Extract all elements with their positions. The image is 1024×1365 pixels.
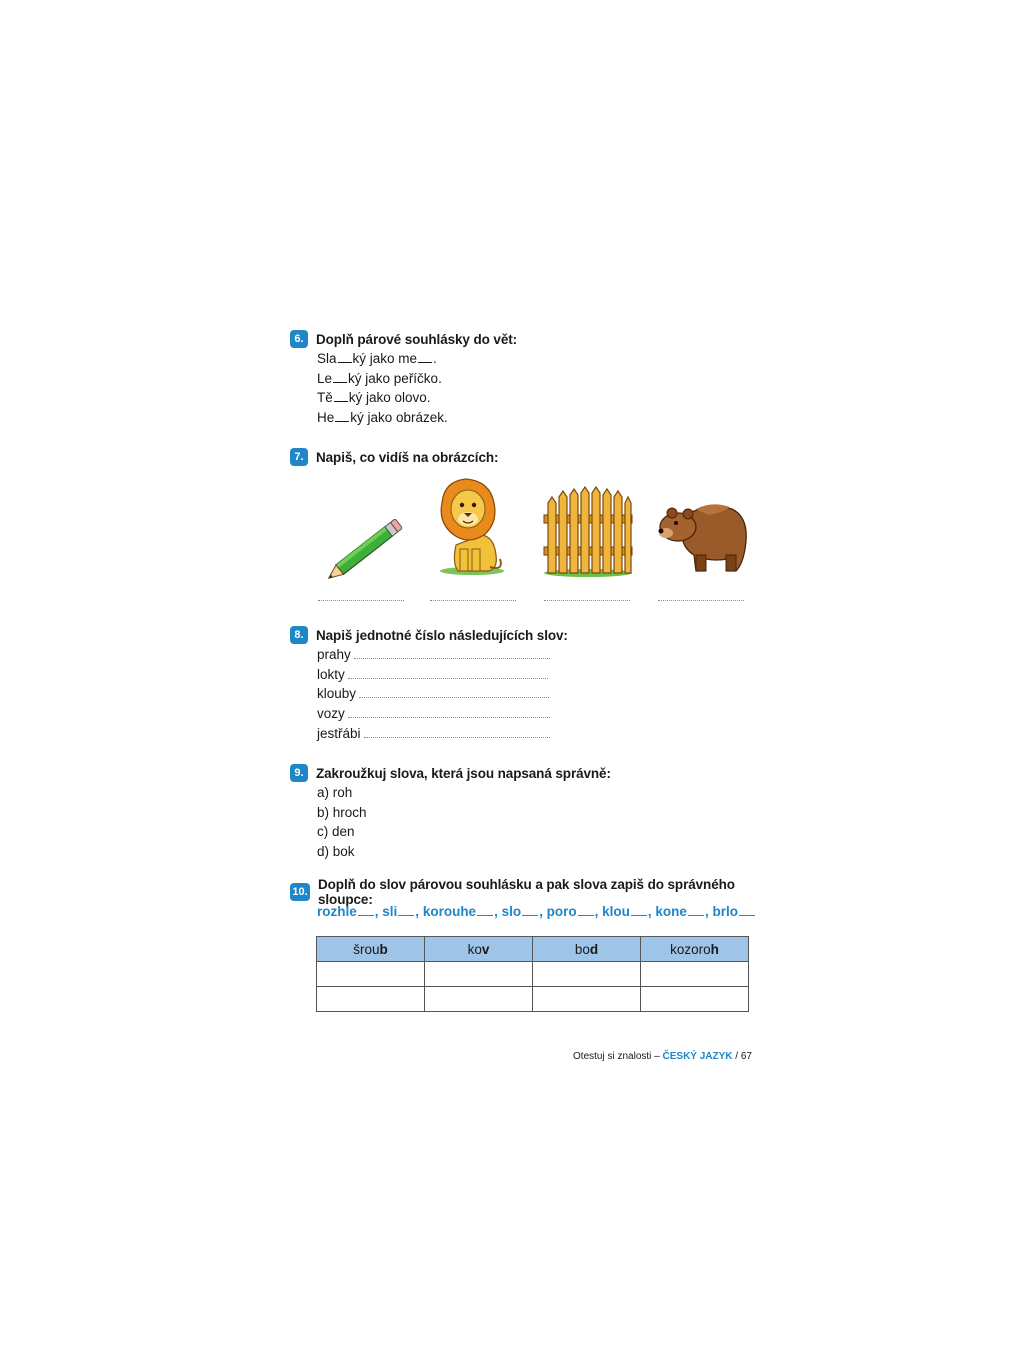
task-9 bbox=[290, 763, 770, 862]
picture-slot bbox=[542, 475, 630, 585]
fill-blank[interactable] bbox=[739, 904, 755, 916]
plural-word: vozy bbox=[317, 706, 345, 722]
sentence-line bbox=[317, 349, 770, 369]
fill-blank[interactable] bbox=[398, 904, 414, 916]
column-end-letter: h bbox=[710, 941, 719, 957]
answer-line[interactable] bbox=[318, 600, 404, 601]
word-stem: poro bbox=[546, 904, 577, 919]
sentence-part: ký jako me bbox=[352, 351, 418, 366]
word-stem: korouhe bbox=[422, 904, 477, 919]
fill-blank[interactable] bbox=[688, 904, 704, 916]
option-item[interactable] bbox=[317, 803, 770, 823]
sentence-part: ký jako obrázek. bbox=[350, 410, 448, 426]
column-header bbox=[641, 937, 749, 962]
column-header bbox=[533, 937, 641, 962]
column-header bbox=[425, 937, 533, 962]
sentence-part: ký jako olovo. bbox=[348, 390, 431, 406]
fill-blank[interactable] bbox=[358, 904, 374, 916]
option-letter: d) bbox=[317, 844, 330, 860]
word-line bbox=[317, 665, 770, 685]
task-instruction: Napiš jednotné číslo následujících slov: bbox=[316, 627, 568, 643]
answer-line[interactable] bbox=[348, 706, 550, 718]
fill-blank[interactable] bbox=[418, 351, 432, 363]
page-footer bbox=[540, 1051, 752, 1062]
word-line bbox=[317, 645, 770, 665]
plural-word: jestřábi bbox=[317, 725, 361, 741]
fill-blank[interactable] bbox=[477, 904, 493, 916]
answer-line[interactable] bbox=[430, 600, 516, 601]
fill-blank[interactable] bbox=[335, 410, 349, 422]
sentence-line bbox=[317, 408, 770, 428]
option-word: hroch bbox=[332, 804, 367, 820]
table-cell[interactable] bbox=[317, 962, 425, 987]
column-stem: šrou bbox=[353, 941, 380, 957]
task-8 bbox=[290, 625, 770, 743]
column-end-letter: d bbox=[589, 941, 599, 957]
sentence-part: Sla bbox=[317, 351, 337, 366]
table-row bbox=[317, 962, 749, 987]
task-instruction: Zakroužkuj slova, která jsou napsaná správně: bbox=[316, 765, 611, 781]
plural-word: lokty bbox=[317, 666, 345, 682]
sentence-line bbox=[317, 388, 770, 408]
column-stem: kozoro bbox=[670, 941, 711, 957]
plural-word: prahy bbox=[317, 647, 351, 662]
answer-line[interactable] bbox=[354, 647, 550, 659]
answer-line[interactable] bbox=[544, 600, 630, 601]
fence-icon bbox=[542, 475, 634, 585]
task-6 bbox=[290, 329, 770, 428]
answer-line[interactable] bbox=[658, 600, 744, 601]
sentence-part: . bbox=[433, 351, 437, 366]
picture-slot bbox=[316, 475, 404, 585]
word-stem: brlo bbox=[712, 904, 738, 919]
pencil-icon bbox=[316, 475, 404, 585]
fill-blank[interactable] bbox=[334, 390, 348, 402]
option-item[interactable] bbox=[317, 783, 770, 803]
picture-slot bbox=[656, 475, 744, 585]
word-line bbox=[317, 724, 770, 744]
table-header-row bbox=[317, 937, 749, 962]
word-stem: klou bbox=[602, 904, 630, 919]
answer-line[interactable] bbox=[348, 667, 548, 679]
word-stem: kone bbox=[655, 904, 687, 919]
table-cell[interactable] bbox=[641, 962, 749, 987]
task-number-badge: 6. bbox=[290, 330, 308, 348]
footer-text: Otestuj si znalosti – bbox=[573, 1051, 663, 1062]
table-cell[interactable] bbox=[641, 987, 749, 1012]
answer-line[interactable] bbox=[359, 686, 549, 698]
plural-word: klouby bbox=[317, 686, 357, 702]
footer-subject: ČESKÝ JAZYK bbox=[662, 1051, 733, 1062]
table-cell[interactable] bbox=[533, 962, 641, 987]
sentence-part: Tě bbox=[317, 390, 333, 406]
word-stem: slo bbox=[501, 904, 522, 919]
table-row bbox=[317, 987, 749, 1012]
picture-slot bbox=[428, 475, 516, 585]
option-item[interactable] bbox=[317, 842, 770, 862]
sentence-part: He bbox=[317, 410, 335, 426]
fill-blank[interactable] bbox=[578, 904, 594, 916]
table-cell[interactable] bbox=[533, 987, 641, 1012]
task-instruction: Doplň párové souhlásky do vět: bbox=[316, 331, 518, 347]
sorting-table bbox=[316, 936, 749, 1012]
table-cell[interactable] bbox=[425, 987, 533, 1012]
option-word: roh bbox=[332, 785, 353, 800]
sentence-part: Le bbox=[317, 370, 333, 386]
task-7 bbox=[290, 447, 770, 467]
column-end-letter: b bbox=[379, 941, 388, 957]
task-number-badge: 9. bbox=[290, 764, 308, 782]
task-number-badge: 8. bbox=[290, 626, 308, 644]
word-line bbox=[317, 684, 770, 704]
word-list: rozhle , sli , korouhe , slo , poro , klou , kone , brlo bbox=[290, 902, 770, 922]
fill-blank[interactable] bbox=[333, 371, 347, 383]
task-instruction: Doplň do slov párovou souhlásku a pak slova zapiš do správného sloupce: bbox=[318, 877, 735, 907]
task-instruction: Napiš, co vidíš na obrázcích: bbox=[316, 449, 499, 465]
task-number-badge: 10. bbox=[290, 883, 310, 901]
task-10 bbox=[290, 877, 770, 922]
picture-row bbox=[316, 475, 756, 605]
word-line bbox=[317, 704, 770, 724]
option-letter: c) bbox=[317, 824, 329, 840]
sentence-part: ký jako peříčko. bbox=[348, 370, 442, 386]
sentence-line bbox=[317, 369, 770, 389]
fill-blank[interactable] bbox=[522, 904, 538, 916]
option-letter: a) bbox=[317, 785, 330, 800]
option-item[interactable] bbox=[317, 822, 770, 842]
fill-blank[interactable] bbox=[631, 904, 647, 916]
table-cell[interactable] bbox=[425, 962, 533, 987]
page-number: / 67 bbox=[732, 1051, 752, 1062]
option-word: den bbox=[332, 824, 355, 840]
option-word: bok bbox=[332, 844, 355, 860]
word-stem: rozhle bbox=[317, 904, 357, 919]
column-stem: ko bbox=[467, 941, 482, 957]
option-letter: b) bbox=[317, 804, 330, 820]
answer-line[interactable] bbox=[364, 726, 550, 738]
lion-icon bbox=[428, 475, 516, 585]
word-stem: sli bbox=[382, 904, 398, 919]
column-end-letter: v bbox=[481, 941, 490, 957]
table-cell[interactable] bbox=[317, 987, 425, 1012]
task-number-badge: 7. bbox=[290, 448, 308, 466]
fill-blank[interactable] bbox=[338, 351, 352, 363]
column-header bbox=[317, 937, 425, 962]
bear-icon bbox=[656, 475, 748, 585]
column-stem: bo bbox=[574, 941, 590, 957]
